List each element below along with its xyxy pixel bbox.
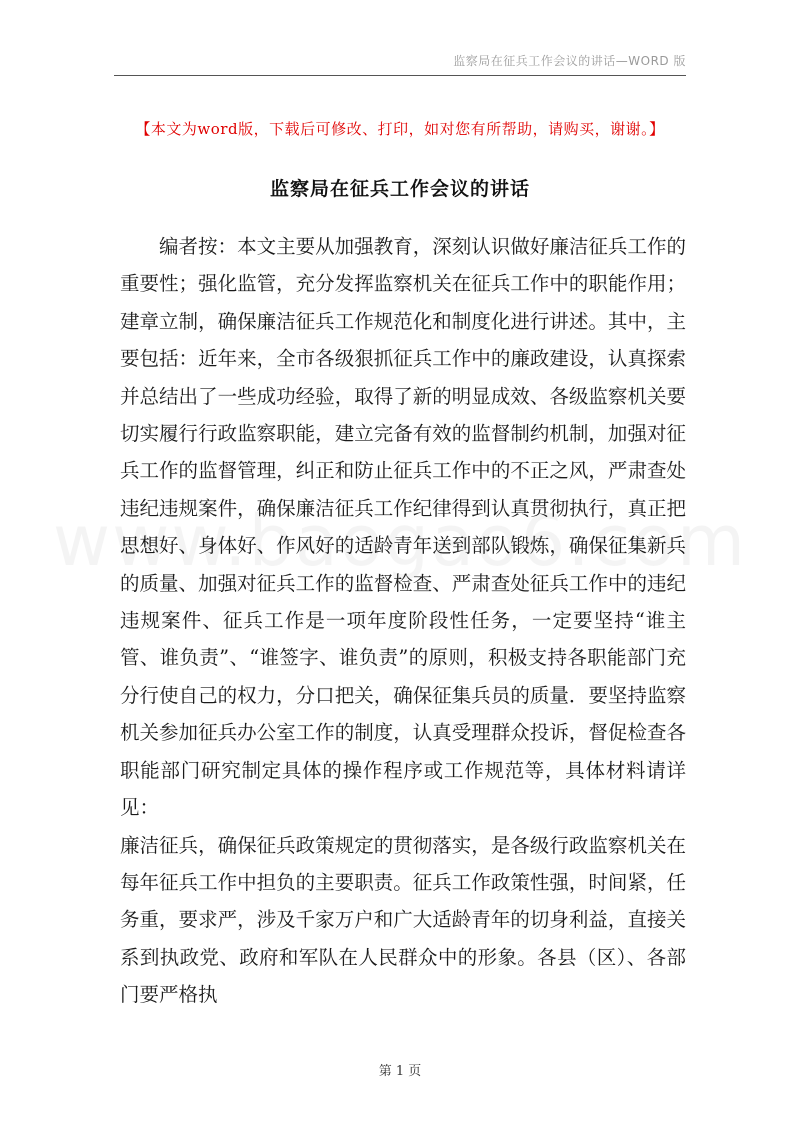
- page-number: 第 1 页: [378, 1064, 422, 1079]
- paragraph-editor-note: 编者按：本文主要从加强教育，深刻认识做好廉洁征兵工作的重要性；强化监管，充分发挥监察机关在征兵工作中的职能作用；建章立制，确保廉洁征兵工作规范化和制度化进行讲述。其中，主要包括：近年来，全市各级狠抓征兵工作中的廉政建设，认真探索并总结出了一些成功经验，取得了新的明显成效、各级监察机关要切实履行行政监察职能，建立完备有效的监督制约机制，加强对征兵工作的监督管理，纠正和防止征兵工作中的不正之风，严肃查处违纪违规案件，确保廉洁征兵工作纪律得到认真贯彻执行，真正把思想好、身体好、作风好的适龄青年送到部队锻炼，确保征集新兵的质量、加强对征兵工作的监督检查、严肃查处征兵工作中的违纪违规案件、征兵工作是一项年度阶段性任务，一定要坚持“谁主管、谁负责”、“谁签字、谁负责”的原则，积极支持各职能部门充分行使自己的权力，分口把关，确保征集兵员的质量．要坚持监察机关参加征兵办公室工作的制度，认真受理群众投诉，督促检查各职能部门研究制定具体的操作程序或工作规范等，具体材料请详见：: [120, 235, 686, 820]
- document-body: [120, 228, 686, 1014]
- paragraph-main: 廉洁征兵，确保征兵政策规定的贯彻落实，是各级行政监察机关在每年征兵工作中担负的主要职责。征兵工作政策性强，时间紧，任务重，要求严，涉及千家万户和广大适龄青年的切身利益，直接关系到执政党、政府和军队在人民群众中的形象。各县（区）、各部门要严格执: [120, 833, 686, 1007]
- running-header: 监察局在征兵工作会议的讲话—WORD 版: [453, 54, 686, 68]
- header-divider: [114, 75, 686, 76]
- purchase-notice: 【本文为word版，下载后可修改、打印，如对您有所帮助，请购买，谢谢。】: [135, 120, 665, 138]
- document-title: 监察局在征兵工作会议的讲话: [269, 178, 530, 200]
